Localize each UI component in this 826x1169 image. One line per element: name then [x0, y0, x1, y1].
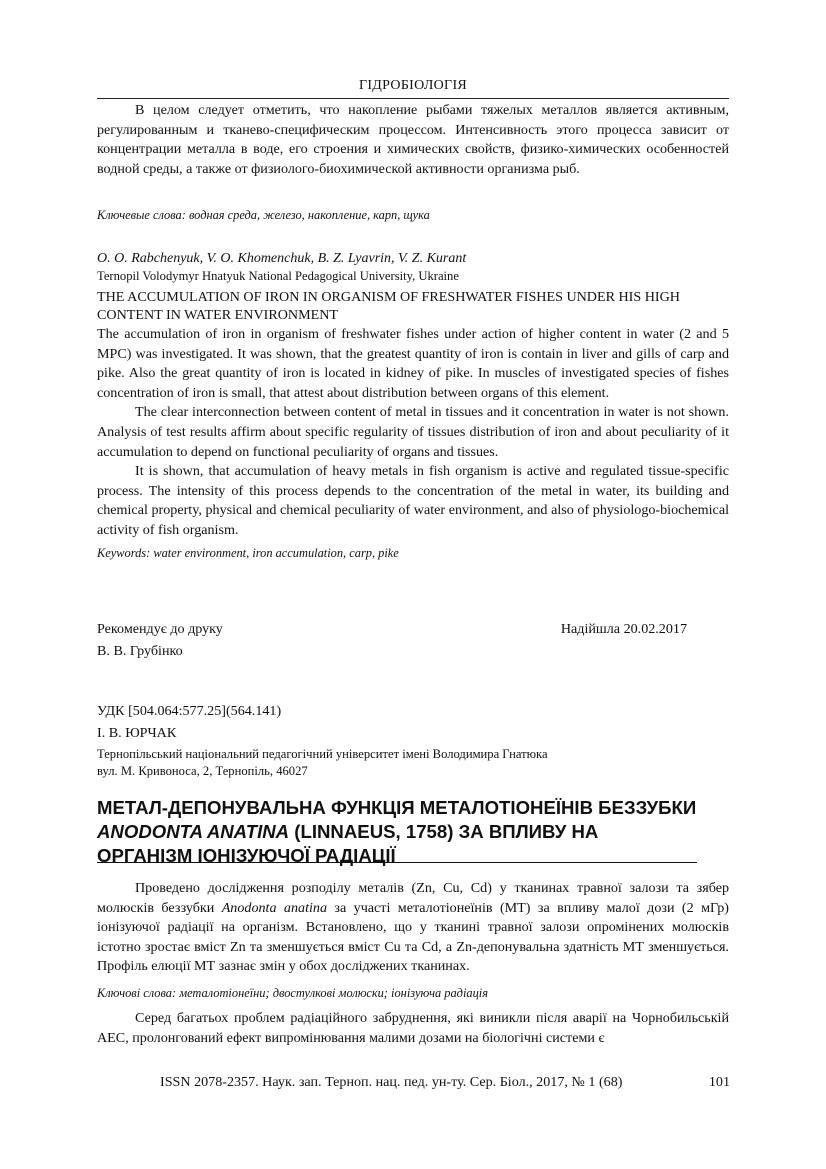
ua-title-part-1: МЕТАЛ-ДЕПОНУВАЛЬНА ФУНКЦІЯ МЕТАЛОТІОНЕЇНІВ БЕЗЗУБКИ	[97, 797, 697, 818]
en-affiliation: Ternopil Volodymyr Hnatyuk National Pedagogical University, Ukraine	[97, 269, 459, 283]
recommended-label: Рекомендує до друку	[97, 621, 223, 637]
ua-abstract-text-a: Проведено дослідження розподілу металів (Zn, Cu, Cd) у тканинах травної залози та зябер молюсків беззубки	[97, 880, 729, 916]
ru-summary	[97, 101, 729, 179]
footer-citation: ISSN 2078-2357. Наук. зап. Терноп. нац. пед. ун-ту. Сер. Біол., 2017, № 1 (68)	[160, 1074, 623, 1090]
ru-keywords-block	[97, 207, 729, 223]
signature-block	[97, 617, 687, 665]
ua-affiliation-2: вул. М. Кривоноса, 2, Тернопіль, 46027	[97, 764, 308, 778]
ua-affiliation-1: Тернопільський національний педагогічний університет імені Володимира Гнатюка	[97, 747, 548, 761]
en-title: THE ACCUMULATION OF IRON IN ORGANISM OF FRESHWATER FISHES UNDER HIS HIGH CONTENT IN WATER ENVIRONMENT	[97, 289, 680, 323]
reviewer-name: В. В. Грубінко	[97, 643, 183, 659]
ua-keywords: Ключові слова: металотіонеїни; двостулкові молюски; іонізуюча радіація	[97, 985, 488, 1000]
ua-article-header	[97, 702, 729, 780]
ru-summary-paragraph: В целом следует отметить, что накопление рыбами тяжелых металлов является активным, регулированным и тканево-специфическим процессом. Интенсивность этого процесса зависит от концентрации металла в воде, его строения и химических свойств, физико-химических особенностей водной среды, а также от физиолого-биохимической активности организма рыб.	[97, 102, 729, 177]
ru-keywords: Ключевые слова: водная среда, железо, накопление, карп, щука	[97, 208, 430, 222]
ua-abstract-paragraph	[97, 879, 729, 977]
ua-abstract-text-b: за участі металотіонеїнів (МТ) за впливу малої дози (2 мГр) іонізуючої радіації на організм. Встановлено, що у тканині травної залози опромінених молюсків істотно зростає вміст Zn та зменшується вміст Cu та Cd, а Zn-депонувальна здатність МТ зменшується. Профіль елюції МТ зазнає змін у обох досліджених тканинах.	[97, 899, 729, 975]
en-summary	[97, 250, 729, 561]
ua-abstract	[97, 879, 729, 1048]
en-paragraph-1: The accumulation of iron in organism of freshwater fishes under action of higher content in water (2 and 5 MPC) was investigated. It was shown, that the greatest quantity of iron is contain in liver and gills of carp and pike. Also the great quantity of iron is located in kidney of pike. In muscles of investigated species of fishes concentration of iron is small, that attest about distribution between organs of this element.	[97, 326, 729, 401]
received-date: Надійшла 20.02.2017	[560, 621, 687, 637]
udc-code: УДК [504.064:577.25](564.141)	[97, 703, 282, 719]
en-paragraph-3: It is shown, that accumulation of heavy metals in fish organism is active and regulated tissue-specific process. The intensity of this process depends to the concentration of the metal in water, its building and chemical property, physical and chemical peculiarity of water environment, and also of physiologo-biochemical activity of fish organism.	[97, 463, 729, 538]
page-number: 101	[708, 1074, 730, 1090]
ua-abstract-species: Anodonta anatina	[221, 899, 327, 916]
title-underline	[97, 862, 697, 863]
ua-article-title	[97, 796, 697, 868]
ua-title-part-2: (LINNAEUS, 1758) ЗА ВПЛИВУ НА ОРГАНІЗМ ІОНІЗУЮЧОЇ РАДІАЦІЇ	[97, 821, 599, 866]
en-authors: O. O. Rabchenyuk, V. O. Khomenchuk, B. Z. Lyavrin, V. Z. Kurant	[97, 251, 467, 266]
en-paragraph-2: The clear interconnection between content of metal in tissues and it concentration in water is not shown. Analysis of test results affirm about specific regularity of tissues distribution of iron and about peculiarity of it accumulation to depend on functional peculiarity of organs and tissues.	[97, 404, 729, 460]
ua-title-species: ANODONTA ANATINA	[97, 821, 290, 842]
ua-intro-paragraph: Серед багатьох проблем радіаційного забруднення, які виникли після аварії на Чорнобильській АЕС, пролонгований ефект випромінювання малими дозами на біологічні системи є	[97, 1009, 729, 1046]
header-rule	[97, 98, 729, 99]
page-footer	[160, 1073, 730, 1091]
ua-author: І. В. ЮРЧАК	[97, 725, 177, 741]
en-keywords: Keywords: water environment, iron accumulation, carp, pike	[97, 545, 399, 560]
running-head: ГІДРОБІОЛОГІЯ	[358, 78, 468, 93]
